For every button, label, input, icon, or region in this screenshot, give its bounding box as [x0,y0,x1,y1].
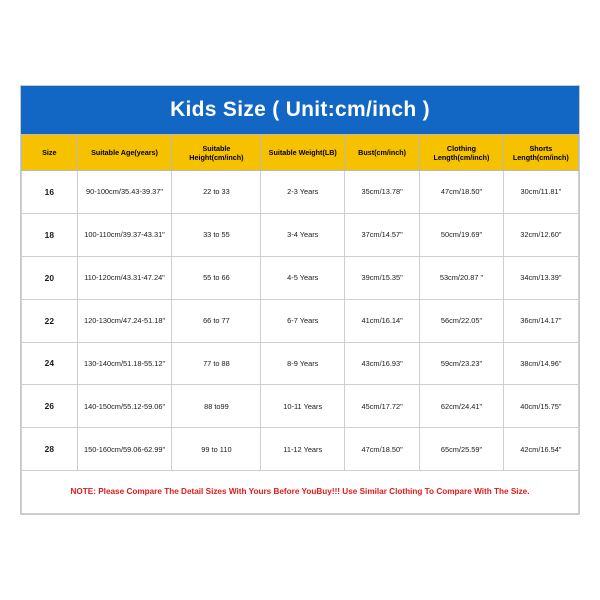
cell-clothing-length: 65cm/25.59" [420,428,504,471]
note-text: NOTE: Please Compare The Detail Sizes With Yours Before YouBuy!!! Use Similar Clothing To Compare With The Size. [70,487,530,497]
cell-size: 26 [22,385,78,428]
table-row [22,299,579,342]
table-row [22,171,579,214]
cell-clothing-length: 50cm/19.69" [420,213,504,256]
cell-weight: 6-7 Years [261,299,345,342]
cell-bust: 35cm/13.78" [345,171,420,214]
cell-weight: 2-3 Years [261,171,345,214]
table-row [22,213,579,256]
cell-size: 20 [22,256,78,299]
cell-size: 28 [22,428,78,471]
cell-bust: 37cm/14.57" [345,213,420,256]
cell-shorts-length: 38cm/14.96" [503,342,578,385]
cell-height: 55 to 66 [172,256,261,299]
table-row [22,256,579,299]
cell-clothing-length: 59cm/23.23" [420,342,504,385]
column-header-shorts-length: Shorts Length(cm/inch) [503,135,578,171]
cell-bust: 43cm/16.93" [345,342,420,385]
cell-age: 100-110cm/39.37-43.31" [77,213,172,256]
cell-bust: 39cm/15.35" [345,256,420,299]
cell-bust: 41cm/16.14" [345,299,420,342]
size-chart-card [20,85,580,515]
size-table [21,134,579,514]
cell-clothing-length: 47cm/18.50" [420,171,504,214]
cell-age: 110-120cm/43.31-47.24" [77,256,172,299]
cell-shorts-length: 42cm/16.54" [503,428,578,471]
column-header-height: Suitable Height(cm/inch) [172,135,261,171]
cell-age: 90-100cm/35.43-39.37" [77,171,172,214]
cell-shorts-length: 32cm/12.60" [503,213,578,256]
cell-size: 24 [22,342,78,385]
table-row [22,385,579,428]
column-header-age: Suitable Age(years) [77,135,172,171]
cell-age: 120-130cm/47.24-51.18" [77,299,172,342]
cell-age: 140-150cm/55.12-59.06" [77,385,172,428]
cell-shorts-length: 40cm/15.75" [503,385,578,428]
note-row [22,471,579,514]
cell-height: 88 to99 [172,385,261,428]
table-row [22,428,579,471]
note-cell [22,471,579,514]
cell-bust: 47cm/18.50" [345,428,420,471]
cell-height: 22 to 33 [172,171,261,214]
cell-weight: 8-9 Years [261,342,345,385]
cell-height: 99 to 110 [172,428,261,471]
cell-weight: 10-11 Years [261,385,345,428]
cell-height: 66 to 77 [172,299,261,342]
cell-size: 18 [22,213,78,256]
cell-clothing-length: 62cm/24.41" [420,385,504,428]
cell-height: 33 to 55 [172,213,261,256]
cell-shorts-length: 34cm/13.39" [503,256,578,299]
table-row [22,342,579,385]
cell-size: 22 [22,299,78,342]
cell-age: 150-160cm/59.06-62.99" [77,428,172,471]
cell-size: 16 [22,171,78,214]
cell-shorts-length: 30cm/11.81" [503,171,578,214]
chart-header [21,86,579,134]
table-header-row [22,135,579,171]
cell-age: 130-140cm/51.18-55.12" [77,342,172,385]
cell-shorts-length: 36cm/14.17" [503,299,578,342]
page-title: Kids Size ( Unit:cm/inch ) [170,98,430,121]
column-header-bust: Bust(cm/inch) [345,135,420,171]
column-header-weight: Suitable Weight(LB) [261,135,345,171]
cell-weight: 11-12 Years [261,428,345,471]
cell-clothing-length: 53cm/20.87 " [420,256,504,299]
column-header-clothing-length: Clothing Length(cm/inch) [420,135,504,171]
cell-weight: 3-4 Years [261,213,345,256]
cell-weight: 4-5 Years [261,256,345,299]
column-header-size: Size [22,135,78,171]
cell-height: 77 to 88 [172,342,261,385]
cell-clothing-length: 56cm/22.05" [420,299,504,342]
cell-bust: 45cm/17.72" [345,385,420,428]
